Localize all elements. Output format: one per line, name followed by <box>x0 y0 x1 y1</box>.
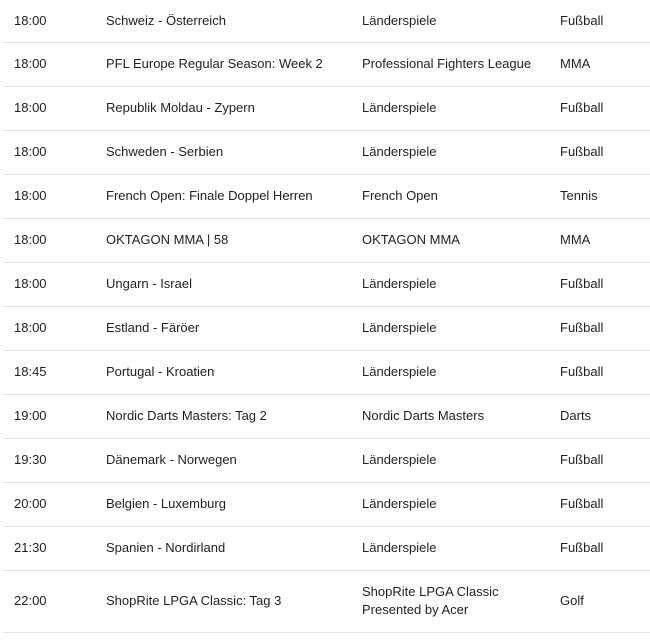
event-title[interactable]: Dänemark - Norwegen <box>106 452 237 467</box>
event-sport: Fußball <box>560 276 604 291</box>
event-sport: Fußball <box>560 12 604 28</box>
event-sport: Fußball <box>560 144 604 159</box>
table-row[interactable] <box>3 262 650 306</box>
table-row[interactable] <box>3 482 650 526</box>
table-row[interactable] <box>3 130 650 174</box>
event-sport: Fußball <box>560 100 604 115</box>
event-time: 18:00 <box>14 232 47 247</box>
table-row[interactable] <box>3 526 650 570</box>
event-title[interactable]: Belgien - Luxemburg <box>106 496 226 511</box>
event-sport: MMA <box>560 56 591 71</box>
event-sport: Fußball <box>560 496 604 511</box>
event-time: 19:30 <box>14 452 47 467</box>
event-time: 20:00 <box>14 496 47 511</box>
event-title[interactable]: Portugal - Kroatien <box>106 364 215 379</box>
event-competition: Länderspiele <box>362 364 437 379</box>
table-row[interactable] <box>3 0 650 42</box>
event-competition: French Open <box>362 188 438 203</box>
event-competition: Länderspiele <box>362 12 437 28</box>
event-competition: Länderspiele <box>362 452 437 467</box>
event-competition: Professional Fighters League <box>362 56 532 71</box>
table-row[interactable] <box>3 218 650 262</box>
event-time: 19:00 <box>14 408 47 423</box>
event-title[interactable]: Estland - Färöer <box>106 320 200 335</box>
table-row[interactable] <box>3 394 650 438</box>
event-competition: ShopRite LPGA Classic Presented by Acer <box>362 584 499 617</box>
event-title[interactable]: Schweden - Serbien <box>106 144 224 159</box>
event-title[interactable]: PFL Europe Regular Season: Week 2 <box>106 56 323 71</box>
table-row[interactable] <box>3 350 650 394</box>
event-competition: Länderspiele <box>362 496 437 511</box>
event-time: 18:00 <box>14 12 47 28</box>
table-row[interactable] <box>3 438 650 482</box>
table-row[interactable] <box>3 174 650 218</box>
event-competition: Länderspiele <box>362 100 437 115</box>
event-sport: MMA <box>560 232 591 247</box>
event-competition: Länderspiele <box>362 540 437 555</box>
table-row[interactable] <box>3 306 650 350</box>
event-time: 18:00 <box>14 320 47 335</box>
event-title[interactable]: French Open: Finale Doppel Herren <box>106 188 313 203</box>
event-competition: Länderspiele <box>362 144 437 159</box>
table-row[interactable] <box>3 570 650 632</box>
event-title[interactable]: Ungarn - Israel <box>106 276 192 291</box>
table-row[interactable] <box>3 42 650 86</box>
event-competition: Nordic Darts Masters <box>362 408 485 423</box>
event-competition: OKTAGON MMA <box>362 232 460 247</box>
event-time: 22:00 <box>14 593 47 608</box>
event-time: 18:00 <box>14 188 47 203</box>
event-sport: Fußball <box>560 452 604 467</box>
event-sport: Fußball <box>560 364 604 379</box>
event-title[interactable]: Spanien - Nordirland <box>106 540 226 555</box>
event-time: 18:00 <box>14 56 47 71</box>
event-title[interactable]: OKTAGON MMA | 58 <box>106 232 229 247</box>
event-competition: Länderspiele <box>362 320 437 335</box>
event-title[interactable]: Schweiz - Österreich <box>106 12 226 28</box>
event-sport: Fußball <box>560 540 604 555</box>
event-sport: Golf <box>560 593 584 608</box>
event-competition: Länderspiele <box>362 276 437 291</box>
event-title[interactable]: Republik Moldau - Zypern <box>106 100 255 115</box>
event-sport: Darts <box>560 408 592 423</box>
event-time: 21:30 <box>14 540 47 555</box>
event-time: 18:00 <box>14 144 47 159</box>
event-time: 18:00 <box>14 100 47 115</box>
event-title[interactable]: Nordic Darts Masters: Tag 2 <box>106 408 267 423</box>
schedule-table <box>3 0 650 633</box>
event-sport: Fußball <box>560 320 604 335</box>
event-time: 18:45 <box>14 364 47 379</box>
event-sport: Tennis <box>560 188 598 203</box>
event-title[interactable]: ShopRite LPGA Classic: Tag 3 <box>106 593 282 608</box>
event-time: 18:00 <box>14 276 47 291</box>
table-row[interactable] <box>3 86 650 130</box>
